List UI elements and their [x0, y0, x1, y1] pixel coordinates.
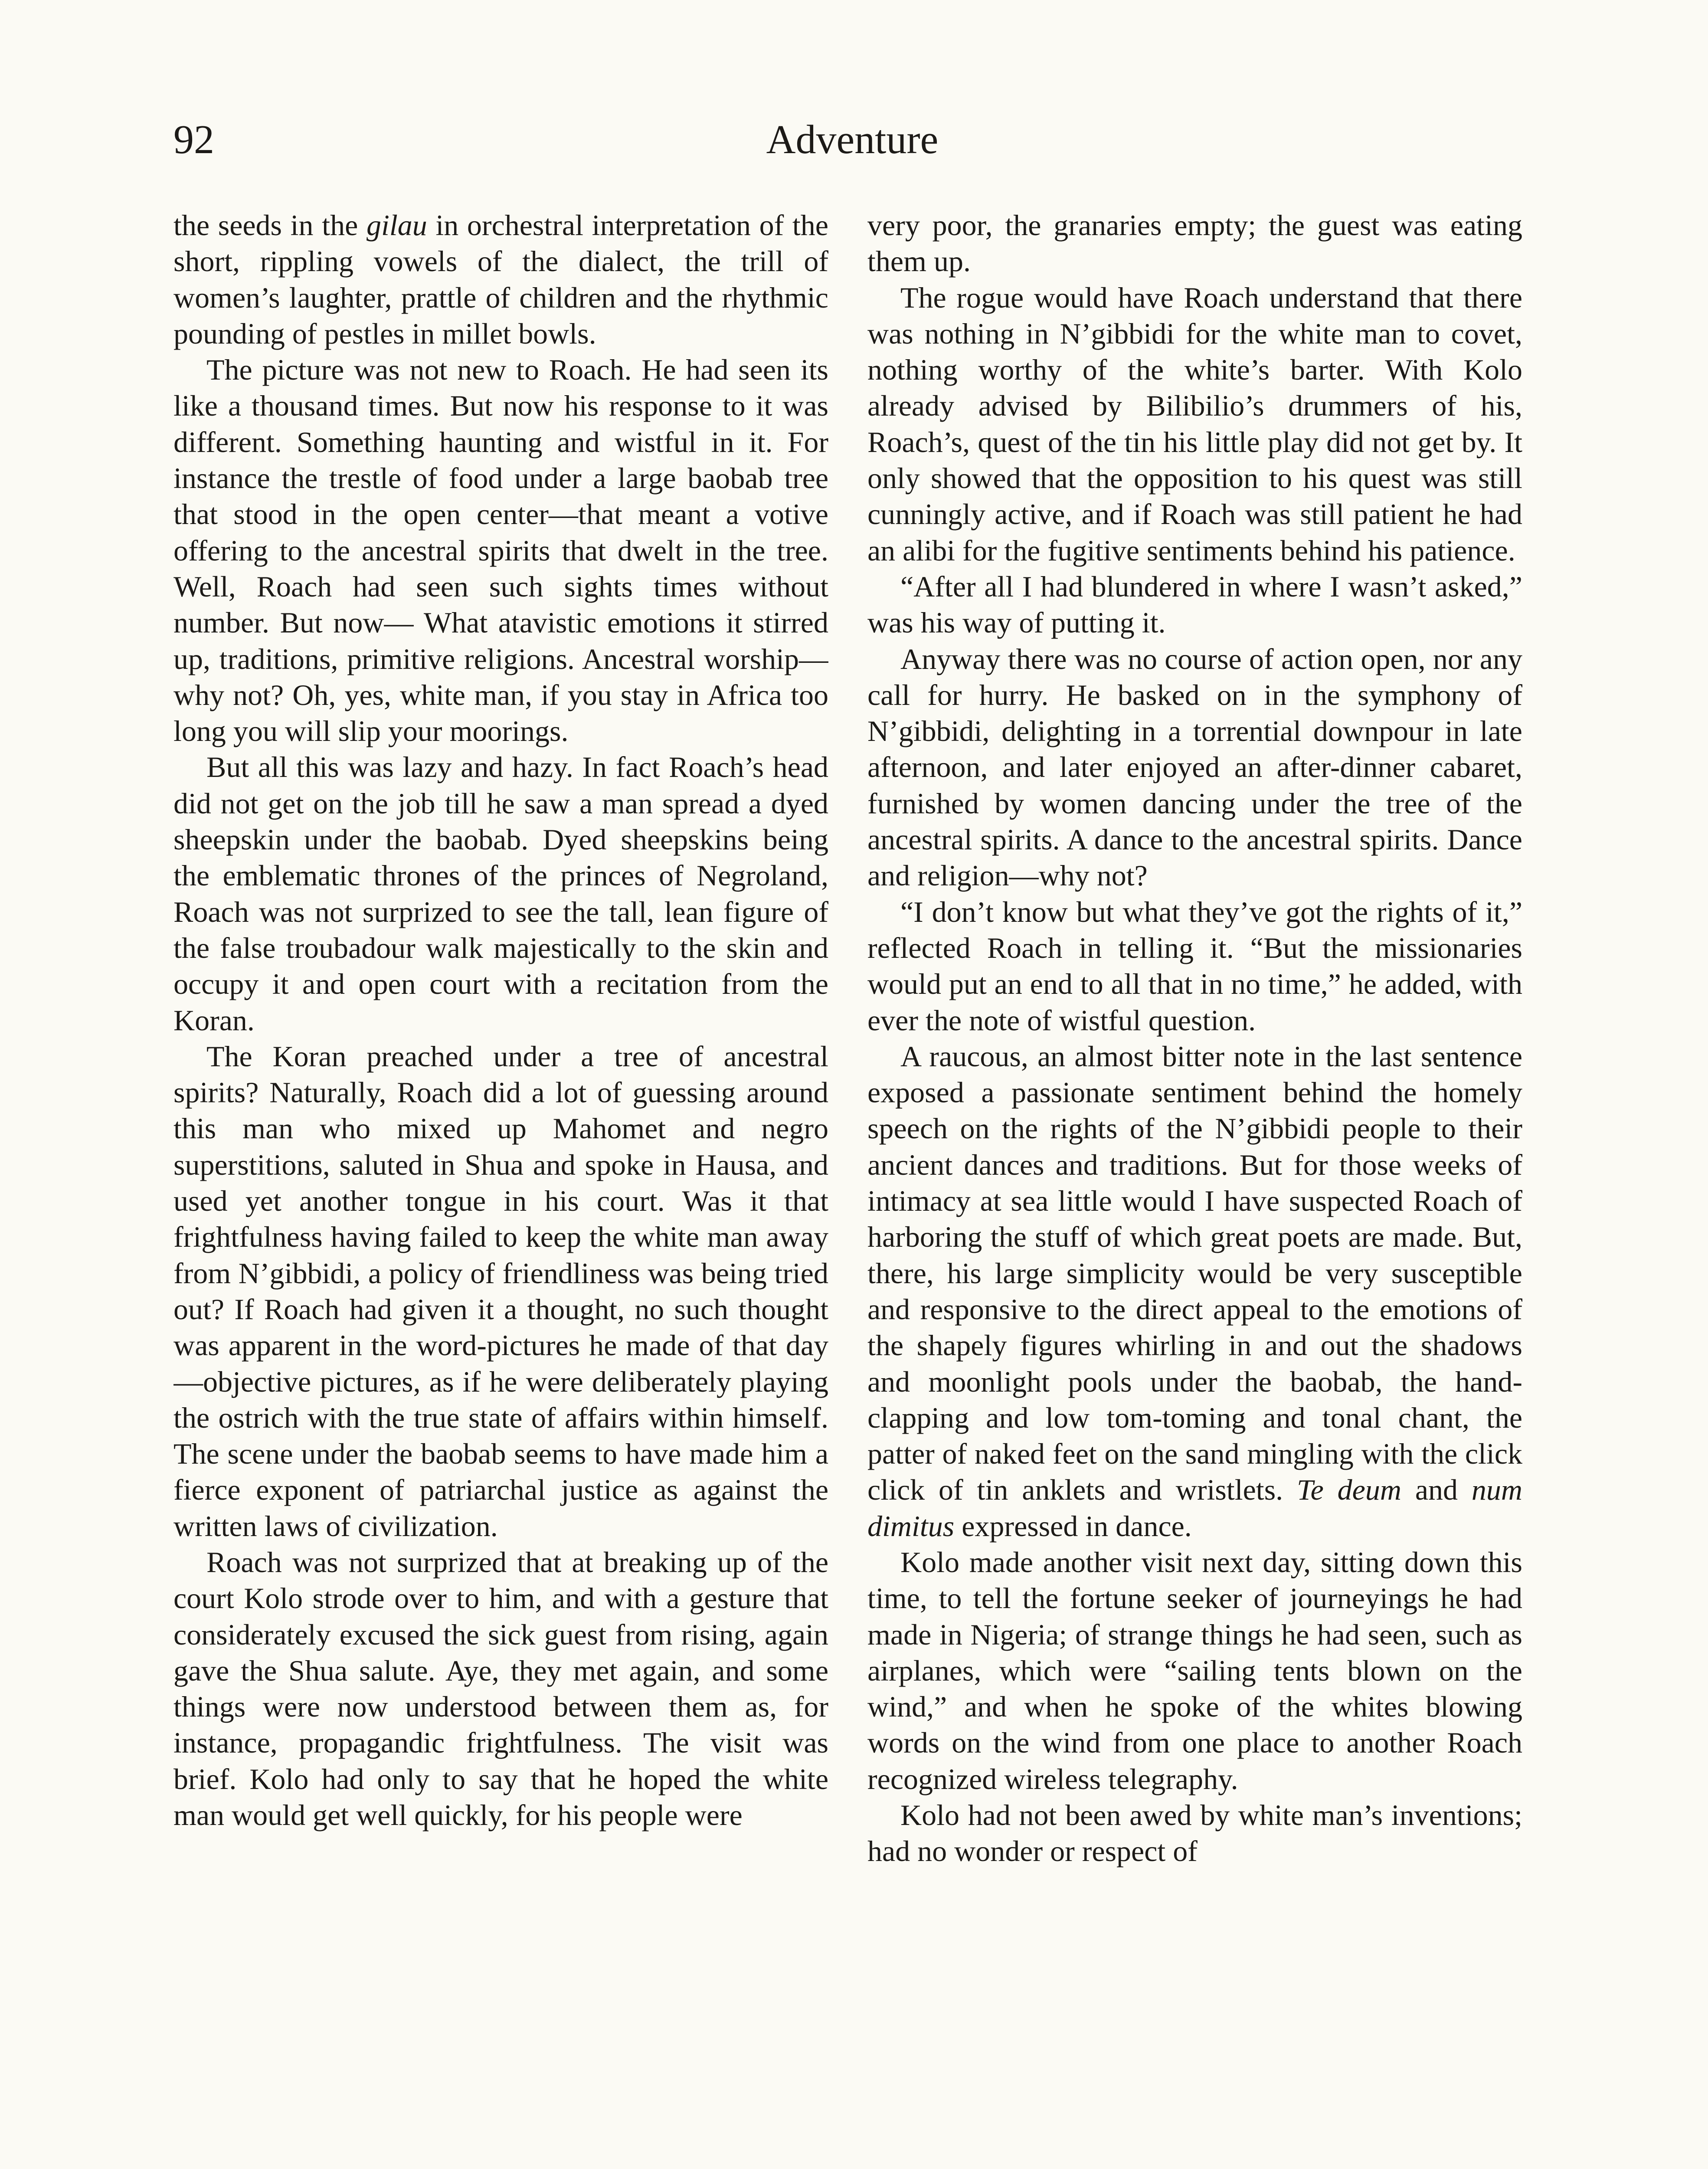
paragraph-text: Anyway there was no course of action open, nor any call for hurry. He basked on in the symphony of N’gibbidi, delighting in a torrential downpour in late afternoon, and later enjoyed an after-dinner cabaret, furnished by women dancing under the tree of the ancestral spirits. A dance to the ancestral spirits. Dance and religion—why not? [867, 642, 1522, 892]
paragraph-text: very poor, the granaries empty; the guest was eating them up. [867, 209, 1522, 278]
left-text-column [173, 207, 828, 2169]
right-text-column [867, 207, 1522, 2169]
paragraph-text: A raucous, an almost bitter note in the last sentence exposed a passionate sentiment behind the homely speech on the rights of the N’gibbidi people to their ancient dances and traditions. But for those weeks of intimacy at sea little would I have suspected Roach of harboring the stuff of which great poets are made. But, there, his large simplicity would be very susceptible and responsive to the direct appeal to the emotions of the shapely figures whirling in and out the shadows and moonlight pools under the baobab, the hand-clapping and low tom-toming and tonal chant, the patter of naked feet on the sand mingling with the click click of tin anklets and wristlets. [867, 1039, 1522, 1507]
paragraph [173, 749, 828, 1038]
paragraph-text: But all this was lazy and hazy. In fact Roach’s head did not get on the job till he saw a man spread a dyed sheepskin under the baobab. Dyed sheepskins being the emblematic thrones of the princes of Negroland, Roach was not surprized to see the tall, lean figure of the false troubadour walk majestically to the skin and occupy it and open court with a recitation from the Koran. [173, 750, 828, 1037]
paragraph [173, 1544, 828, 1833]
paragraph-text: Roach was not surprized that at breaking up of the court Kolo strode over to him, and with a gesture that considerately excused the sick guest from rising, again gave the Shua salute. Aye, they met again, and some things were now understood between them as, for instance, propagandic frightfulness. The visit was brief. Kolo had only to say that he hoped the white man would get well quickly, for his people were [173, 1545, 828, 1832]
paragraph [867, 1544, 1522, 1797]
paragraph [867, 1797, 1522, 1870]
paragraph-text: The Koran preached under a tree of ancestral spirits? Naturally, Roach did a lot of guessing around this man who mixed up Mahomet and negro superstitions, saluted in Shua and spoke in Hausa, and used yet another tongue in his court. Was it that frightfulness having failed to keep the white man away from N’gibbidi, a policy of friendliness was being tried out? If Roach had given it a thought, no such thought was apparent in the word-pictures he made of that day—objective pictures, as if he were deliberately playing the ostrich with the true state of affairs within himself. The scene under the baobab seems to have made him a fierce exponent of patriarchal justice as against the written laws of civilization. [173, 1039, 828, 1543]
paragraph [173, 207, 828, 352]
paragraph [867, 280, 1522, 569]
paragraph-text: and [1401, 1473, 1472, 1507]
italic-phrase: num dimitus [867, 1473, 1522, 1543]
page-header [173, 114, 1531, 170]
italic-phrase: Te deum [1297, 1473, 1401, 1507]
paragraph-text: Kolo made another visit next day, sitting down this time, to tell the fortune seeker of journeyings he had made in Nigeria; of strange things he had seen, such as airplanes, which were “sailing tents blown on the wind,” and when he spoke of the whites blowing words on the wind from one place to another Roach recognized wireless telegraphy. [867, 1545, 1522, 1795]
paragraph [867, 894, 1522, 1039]
paragraph [867, 569, 1522, 641]
italic-phrase: gilau [366, 209, 427, 242]
paragraph-text: The picture was not new to Roach. He had seen its like a thousand times. But now his response to it was different. Something haunting and wistful in it. For instance the trestle of food under a large baobab tree that stood in the open center—that meant a votive offering to the ancestral spirits that dwelt in the tree. Well, Roach had seen such sights times without number. But now— What atavistic emotions it stirred up, traditions, primitive religions. Ancestral worship—why not? Oh, yes, white man, if you stay in Africa too long you will slip your moorings. [173, 353, 828, 748]
paragraph-text: Kolo had not been awed by white man’s inventions; had no wonder or respect of [867, 1799, 1522, 1868]
paragraph [867, 1039, 1522, 1544]
paragraph-text: in orchestral interpretation of the short, rippling vowels of the dialect, the trill of women’s laughter, prattle of children and the rhythmic pounding of pestles in millet bowls. [173, 209, 828, 350]
paragraph-text: “After all I had blundered in where I wasn’t asked,” was his way of putting it. [867, 570, 1522, 639]
paragraph-text: expressed in dance. [954, 1509, 1192, 1543]
paragraph [867, 207, 1522, 280]
paragraph [173, 352, 828, 749]
paragraph-text: “I don’t know but what they’ve got the rights of it,” reflected Roach in telling it. “But the missionaries would put an end to all that in no time,” he added, with ever the note of wistful question. [867, 895, 1522, 1037]
paragraph [173, 1039, 828, 1544]
paragraph-text: The rogue would have Roach understand that there was nothing in N’gibbidi for the white man to covet, nothing worthy of the white’s barter. With Kolo already advised by Bilibilio’s drummers of his, Roach’s, quest of the tin his little play did not get by. It only showed that the opposition to his quest was still cunningly active, and if Roach was still patient he had an alibi for the fugitive sentiments behind his patience. [867, 281, 1522, 567]
running-title: Adventure [766, 117, 939, 162]
paragraph-text: the seeds in the [173, 209, 366, 242]
page-number: 92 [173, 117, 214, 162]
paragraph [867, 641, 1522, 894]
